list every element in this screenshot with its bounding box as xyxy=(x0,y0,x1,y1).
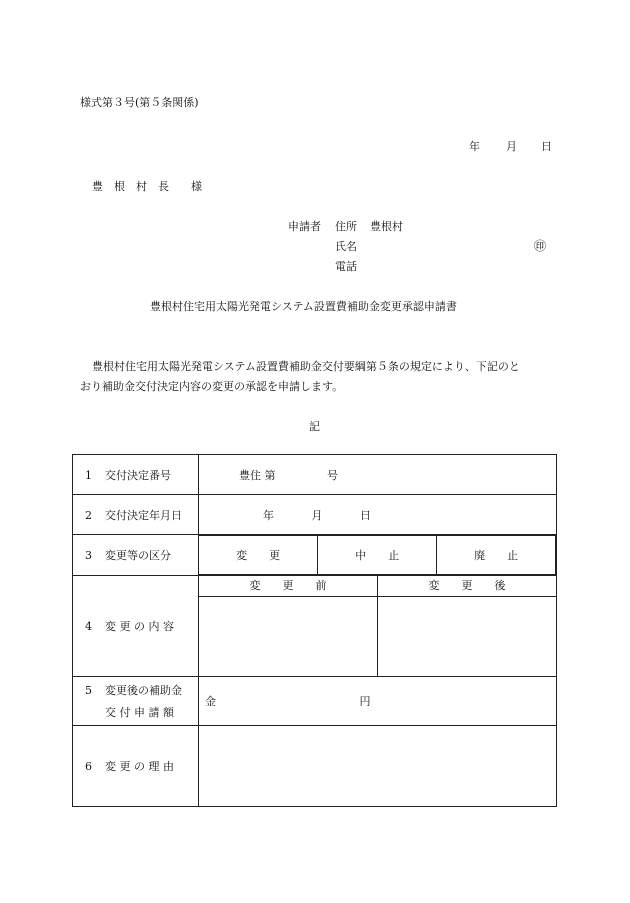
row-decision-number xyxy=(73,455,557,495)
row2-label-cell xyxy=(73,495,199,535)
row1-label: 交付決定番号 xyxy=(105,468,171,482)
reason-field[interactable] xyxy=(199,726,557,807)
decision-number-field[interactable] xyxy=(199,455,557,495)
date-day: 日 xyxy=(541,140,552,153)
row-reason xyxy=(73,726,557,807)
row-amount xyxy=(73,677,557,726)
row3-label-cell xyxy=(73,535,199,576)
after-change-header: 変 更 後 xyxy=(377,576,556,596)
row1-number: 1 xyxy=(85,468,92,482)
body-text-line1: 豊根村住宅用太陽光発電システム設置費補助金交付要綱第５条の規定により、下記のと xyxy=(92,360,520,373)
row2-label: 交付決定年月日 xyxy=(105,508,182,522)
row-decision-date xyxy=(73,495,557,535)
row6-number: 6 xyxy=(85,760,92,773)
change-content-cell xyxy=(199,576,557,677)
address-value: 豊根村 xyxy=(370,220,403,233)
option-cancel[interactable]: 中 止 xyxy=(318,536,437,575)
ki-note: 記 xyxy=(309,420,320,433)
option-change[interactable]: 変 更 xyxy=(199,536,318,575)
row4-label-cell xyxy=(73,576,199,677)
row1-label-cell xyxy=(73,455,199,495)
addressee: 豊 根 村 長 様 xyxy=(92,180,202,193)
change-category-options xyxy=(199,535,556,575)
row4-label: 変 更 の 内 容 xyxy=(105,620,174,633)
option-abolish[interactable]: 廃 止 xyxy=(437,536,556,575)
decision-number-suffix: 号 xyxy=(327,468,338,482)
decision-date-year: 年 xyxy=(263,508,274,522)
row5-label-cell xyxy=(73,677,199,726)
row6-label-cell xyxy=(73,726,199,807)
document-title: 豊根村住宅用太陽光発電システム設置費補助金変更承認申請書 xyxy=(150,300,457,313)
before-change-field[interactable] xyxy=(199,597,377,676)
row2-number: 2 xyxy=(85,508,92,522)
form-reference: 様式第３号(第５条関係) xyxy=(80,96,199,109)
body-text-line2: おり補助金交付決定内容の変更の承認を申請します。 xyxy=(80,380,344,393)
change-category-cell xyxy=(199,535,557,576)
row6-label: 変 更 の 理 由 xyxy=(105,760,174,773)
date-year: 年 xyxy=(469,140,480,153)
name-label: 氏名 xyxy=(335,240,357,253)
phone-label: 電話 xyxy=(335,260,357,273)
decision-date-month: 月 xyxy=(311,508,323,522)
seal-mark: ㊞ xyxy=(534,239,547,253)
row3-number: 3 xyxy=(85,549,92,562)
application-table xyxy=(72,454,557,807)
amount-field[interactable] xyxy=(199,677,557,726)
address-label: 住所 xyxy=(335,220,357,233)
row5-label-line1: 変更後の補助金 xyxy=(105,684,182,697)
row-change-content xyxy=(73,576,557,677)
decision-number-prefix: 豊住 第 xyxy=(239,468,276,482)
date-month: 月 xyxy=(506,140,517,153)
amount-kin: 金 xyxy=(205,695,216,708)
row-change-category xyxy=(73,535,557,576)
decision-date-field[interactable] xyxy=(199,495,557,535)
decision-date-day: 日 xyxy=(360,508,371,522)
applicant-label: 申請者 xyxy=(288,220,321,233)
row5-number: 5 xyxy=(85,684,92,697)
row4-number: 4 xyxy=(85,620,92,633)
row3-label: 変更等の区分 xyxy=(105,549,171,562)
before-change-header: 変 更 前 xyxy=(249,579,327,592)
after-change-field[interactable] xyxy=(377,597,556,676)
row5-label-line2: 交 付 申 請 額 xyxy=(105,706,174,719)
amount-en: 円 xyxy=(359,695,371,708)
